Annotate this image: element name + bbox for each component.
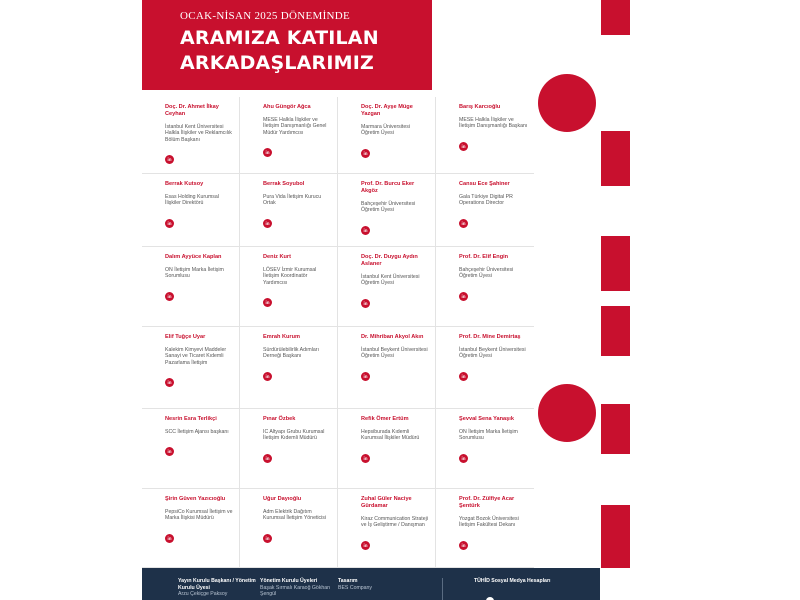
linkedin-icon[interactable]: in <box>459 219 468 228</box>
member-name: Prof. Dr. Zülfiye Acar Şentürk <box>459 496 515 509</box>
footer-divider <box>442 578 443 600</box>
member-card <box>142 489 240 568</box>
member-role: SCC İletişim Ajansı başkanı <box>165 429 229 435</box>
member-role: Bahçeşehir Üniversitesi Öğretim Üyesi <box>459 267 514 280</box>
footer-board-heading: Yönetim Kurulu Üyeleri <box>260 578 318 584</box>
linkedin-icon[interactable]: in <box>165 155 174 164</box>
member-role: Esas Holding Kurumsal İlişkiler Direktörü <box>165 194 219 207</box>
member-role: ON İletişim Marka İletişim Sorumlusu <box>459 429 518 442</box>
member-card <box>338 247 436 327</box>
decor-block <box>601 131 630 186</box>
member-role: Marmara Üniversitesi Öğretim Üyesi <box>361 124 411 137</box>
member-card <box>142 247 240 327</box>
member-card <box>240 247 338 327</box>
footer-editor <box>178 578 260 598</box>
footer-editor-value: Arzu Çekiçge Paksoy <box>178 591 228 598</box>
member-card <box>142 97 240 174</box>
linkedin-icon[interactable]: in <box>361 226 370 235</box>
header-eyebrow: OCAK-NİSAN 2025 DÖNEMİNDE <box>180 10 351 22</box>
member-role: İstanbul Beykent Üniversitesi Öğretim Üyesi <box>361 347 428 360</box>
member-card <box>436 174 534 247</box>
linkedin-icon[interactable]: in <box>361 541 370 550</box>
member-name: Ahu Güngör Ağca <box>263 104 311 110</box>
member-role: Gala Türkiye Digital PR Operations Director <box>459 194 513 207</box>
linkedin-icon[interactable]: in <box>459 292 468 301</box>
footer-editor-heading: Yayın Kurulu Başkanı / Yönetim Kurulu Üyesi <box>178 578 256 591</box>
linkedin-icon[interactable]: in <box>361 454 370 463</box>
footer-design-heading: Tasarım <box>338 578 358 584</box>
footer <box>142 568 600 600</box>
linkedin-icon[interactable]: in <box>361 149 370 158</box>
member-role: Bahçeşehir Üniversitesi Öğretim Üyesi <box>361 201 416 214</box>
member-card <box>240 97 338 174</box>
linkedin-icon[interactable]: in <box>263 219 272 228</box>
linkedin-icon[interactable]: in <box>165 534 174 543</box>
member-card <box>240 489 338 568</box>
member-card <box>240 409 338 489</box>
member-name: Zuhal Güler Naciye Gürdamar <box>361 496 412 509</box>
member-name: Deniz Kurt <box>263 254 291 260</box>
member-name: Doç. Dr. Ayşe Müge Yazgan <box>361 104 413 117</box>
member-card <box>436 97 534 174</box>
member-role: LÖSEV İzmir Kurumsal İletişim Koordinatör Yardımcısı <box>263 267 317 286</box>
member-name: Prof. Dr. Burcu Eker Akgöz <box>361 181 415 194</box>
member-name: Cansu Ece Şahiner <box>459 181 510 187</box>
member-name: Elif Tuğçe Uyar <box>165 334 206 340</box>
decor-block <box>601 306 630 356</box>
footer-design <box>338 578 398 591</box>
member-card <box>240 174 338 247</box>
member-name: Şirin Güven Yazıcıoğlu <box>165 496 226 502</box>
linkedin-icon[interactable]: in <box>263 534 272 543</box>
member-card <box>338 489 436 568</box>
footer-board <box>260 578 340 598</box>
linkedin-icon[interactable]: in <box>459 541 468 550</box>
header-title-line2: ARKADAŞLARIMIZ <box>180 52 374 74</box>
member-role: Kiraz Communication Strateji ve İş Geliştirme / Danışman <box>361 516 428 529</box>
member-role: Pura Vida İletişim Kurucu Ortak <box>263 194 322 207</box>
linkedin-icon[interactable]: in <box>459 454 468 463</box>
member-name: Refik Ömer Ertüm <box>361 416 409 422</box>
linkedin-icon[interactable]: in <box>165 447 174 456</box>
footer-design-value: BES Company <box>338 584 373 591</box>
member-card <box>338 327 436 409</box>
member-card <box>436 489 534 568</box>
footer-board-value: Başak Sırmalı Karaoğ Gökhan Şengül <box>260 584 331 598</box>
linkedin-icon[interactable]: in <box>459 142 468 151</box>
member-name: Barış Karcıoğlu <box>459 104 501 110</box>
member-card <box>240 327 338 409</box>
member-role: PepsiCo Kurumsal İletişim ve Marka İlişkisi Müdürü <box>165 509 233 522</box>
member-card <box>338 174 436 247</box>
member-role: MESE Halkla İlişkiler ve İletişim Danışmanlığı Başkanı <box>459 117 528 130</box>
member-name: Doç. Dr. Ahmet İlkay Ceyhan <box>165 104 219 117</box>
member-name: Prof. Dr. Elif Engin <box>459 254 509 260</box>
linkedin-icon[interactable]: in <box>165 292 174 301</box>
linkedin-icon[interactable]: in <box>459 372 468 381</box>
decor-block <box>601 505 630 568</box>
linkedin-icon[interactable]: in <box>361 372 370 381</box>
member-name: Berrak Soyubol <box>263 181 305 187</box>
member-role: ON İletişim Marka İletişim Sorumlusu <box>165 267 224 280</box>
linkedin-icon[interactable]: in <box>263 298 272 307</box>
member-name: Dr. Mihriban Akyol Akın <box>361 334 424 340</box>
decor-block <box>601 404 630 454</box>
linkedin-icon[interactable]: in <box>361 299 370 308</box>
member-name: Prof. Dr. Mine Demirtaş <box>459 334 521 340</box>
decor-bar <box>601 0 630 35</box>
footer-social <box>474 578 594 585</box>
member-card <box>436 409 534 489</box>
linkedin-icon[interactable]: in <box>263 454 272 463</box>
member-card <box>142 327 240 409</box>
member-role: İstanbul Kent Üniversitesi Öğretim Üyesi <box>361 274 420 287</box>
linkedin-icon[interactable]: in <box>165 219 174 228</box>
member-name: Emrah Kurum <box>263 334 300 340</box>
linkedin-icon[interactable]: in <box>263 372 272 381</box>
linkedin-icon[interactable]: in <box>263 148 272 157</box>
member-card <box>142 174 240 247</box>
linkedin-icon[interactable]: in <box>165 378 174 387</box>
member-name: Berrak Kutsoy <box>165 181 204 187</box>
member-role: MESE Halkla İlişkiler ve İletişim Danışmanlığı Genel Müdür Yardımcısı <box>263 117 327 136</box>
member-card <box>436 327 534 409</box>
members-grid <box>142 97 534 568</box>
member-name: Doç. Dr. Duygu Aydın Aslaner <box>361 254 418 267</box>
decor-circle <box>538 384 596 442</box>
member-card <box>436 247 534 327</box>
member-name: Pınar Özbek <box>263 416 296 422</box>
footer-social-heading: TÜHİD Sosyal Medya Hesapları <box>474 578 551 584</box>
member-card <box>338 97 436 174</box>
member-card <box>142 409 240 489</box>
member-role: İstanbul Beykent Üniversitesi Öğretim Üyesi <box>459 347 526 360</box>
member-role: İstanbul Kent Üniversitesi Halkla İlişkiler ve Reklamcılık Bölüm Başkanı <box>165 124 232 143</box>
member-role: Sürdürülebilirlik Adımları Derneği Başkanı <box>263 347 319 360</box>
header-title-line1: ARAMIZA KATILAN <box>180 27 379 49</box>
decor-block <box>601 236 630 291</box>
member-role: IC Altyapı Grubu Kurumsal İletişim Kıdemli Müdürü <box>263 429 325 442</box>
member-role: Kalekim Kimyevi Maddeler Sanayi ve Ticaret Kıdemli Pazarlama İletişim <box>165 347 227 366</box>
member-role: Hepsiburada Kıdemli Kurumsal İlişkiler Müdürü <box>361 429 420 442</box>
decor-circle <box>538 74 596 132</box>
member-name: Şevval Sena Yanaşık <box>459 416 514 422</box>
member-name: Nesrin Esra Terlikçi <box>165 416 217 422</box>
member-role: Adm Elektrik Dağıtım Kurumsal İletişim Yöneticisi <box>263 509 327 522</box>
member-role: Yozgat Bozok Üniversitesi İletişim Fakültesi Dekanı <box>459 516 519 529</box>
header-banner <box>142 0 432 90</box>
member-name: Uğur Dayıoğlu <box>263 496 302 502</box>
member-name: Dalım Ayyüce Kaplan <box>165 254 222 260</box>
member-card <box>338 409 436 489</box>
